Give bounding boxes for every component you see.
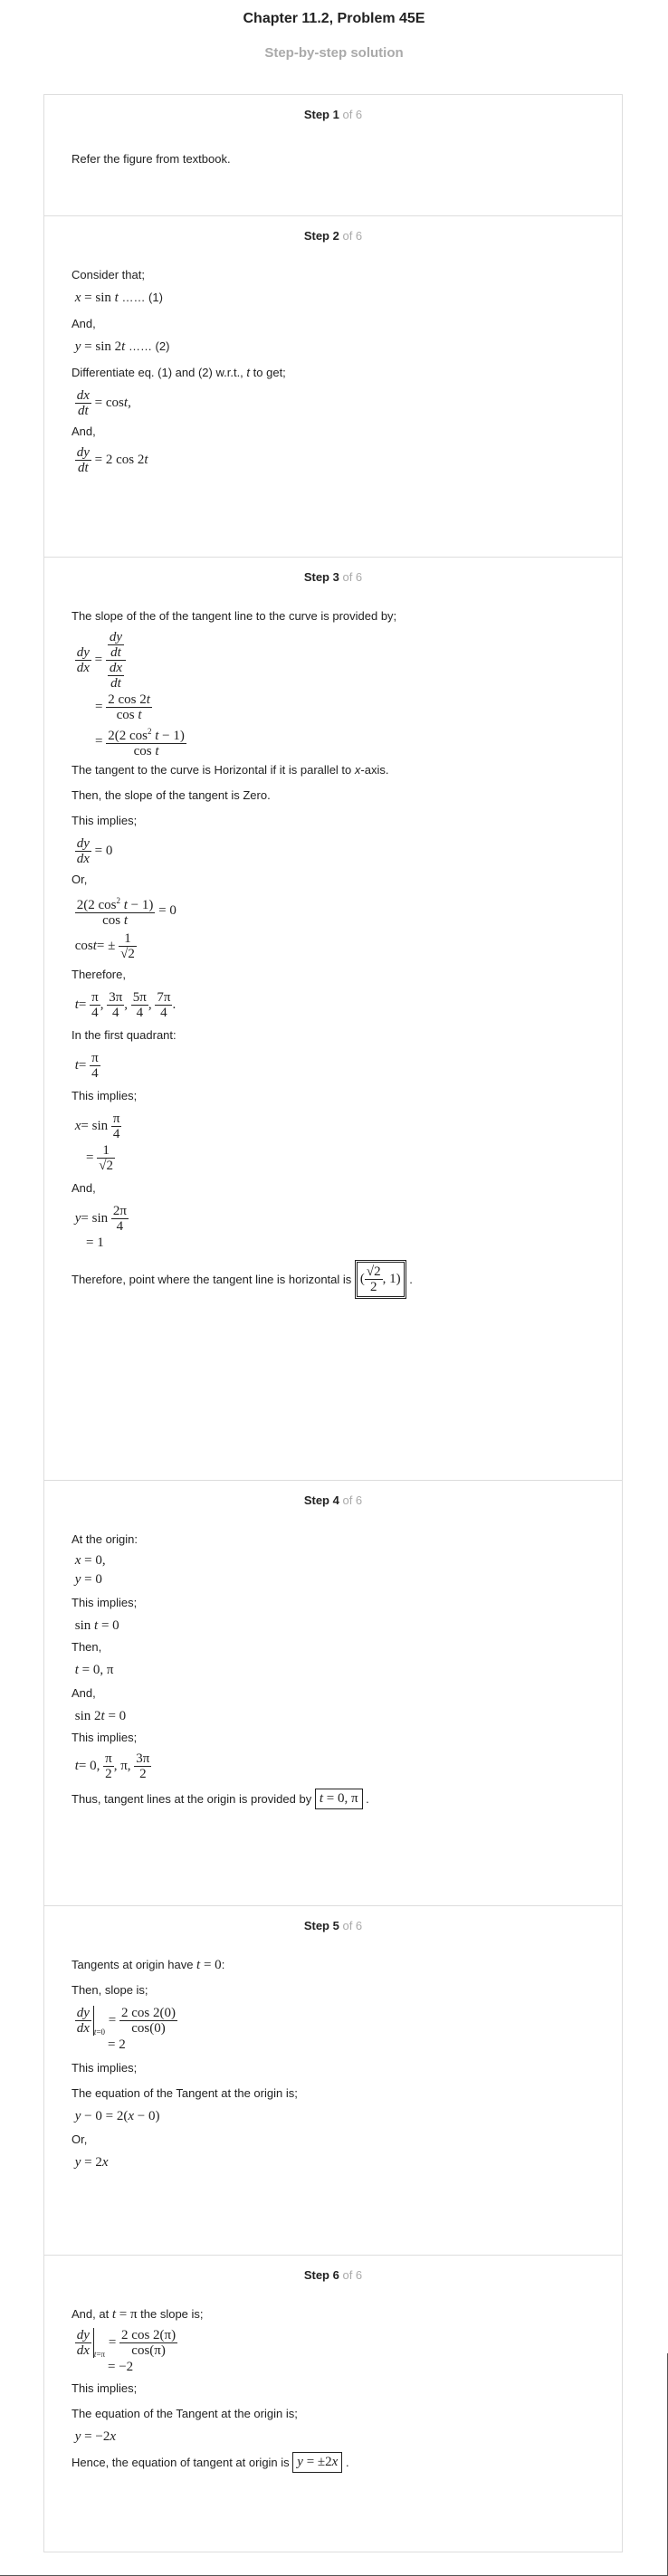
equation: $\frac{dy}{dt}$ = 2 cos 2 t <box>76 445 148 475</box>
step-heading: Step 6 of 6 <box>303 2268 363 2282</box>
page-title: Chapter 11.2, Problem 45E <box>243 11 425 26</box>
equation: $\frac{dx}{dt}$ = cos t , <box>76 388 131 418</box>
step-card-2: Step 2 of 6 Consider that; x = sin t …… (1) And, y = sin 2t …… (2) Differentiate eq. (1) and (2) w.r.t., t to get; $\frac{dx}{dt}$ = cos t , And, $\frac{dy}{dt}$ = 2 cos 2 t <box>43 216 623 558</box>
answer-box: y = ±2x <box>292 2452 342 2473</box>
equation: $\frac{2(2 \cos^2 t - 1)}{\text{cos t}}$ = 0 <box>76 896 177 928</box>
equation: = $\frac{1}{√2}$ <box>86 1143 113 1173</box>
equation: t = 0, $\frac{\pi}{2}$ , π, $\frac{3\pi}{2}$ <box>74 1751 150 1781</box>
step-card-4: Step 4 of 6 At the origin: x = 0, y = 0 This implies; sin t = 0 Then, t = 0, π And, sin 2t = 0 This implies; t = 0, $\frac{\pi}{2}$ , π, $\frac{3\pi}{2}$ Thus, tangent lines at the origin is provided by t = 0, π . <box>43 1481 623 1906</box>
equation: y = sin $\frac{2\pi}{4}$ <box>74 1204 127 1234</box>
equation: t = $\frac{\pi}{4}$ <box>74 1051 99 1081</box>
equation: y = sin 2t …… (2) <box>74 339 170 354</box>
equation: = −2 <box>108 2360 134 2374</box>
equation: $\frac{dy}{dx}$ t=π = $\frac{2 \cos 2(\pi)}{\cos(\pi)}$ <box>76 2328 177 2359</box>
step-card-6: Step 6 of 6 And, at t = π the slope is; $\frac{dy}{dx}$ t=π = $\frac{2 \cos 2(\pi)}{\cos(\pi)}$ = −2 This implies; The equation of the Tangent at the origin is; y = −2x Hence, the equation of tangent at origin is y = ±2x . <box>43 2256 623 2552</box>
step-heading: Step 5 of 6 <box>303 1919 363 1932</box>
step-heading: Step 4 of 6 <box>303 1493 363 1507</box>
equation: t = $\frac{\pi}{4}$ , $\frac{3\pi}{4}$ , $\frac{5\pi}{4}$ , $\frac{7\pi}{4}$ . <box>74 990 177 1020</box>
equation: sin 2t = 0 <box>72 1709 127 1723</box>
equation: y = −2x <box>74 2429 117 2444</box>
equation: t = 0, π <box>74 1663 114 1677</box>
answer-line: Thus, tangent lines at the origin is provided by t = 0, π . <box>72 1789 595 1809</box>
equation: = $\frac{2 \cos 2t}{\text{cos t}}$ <box>95 692 150 722</box>
equation: = 2 <box>108 2037 126 2052</box>
equation: x = sin $\frac{\pi}{4}$ <box>74 1111 120 1141</box>
page-header <box>0 0 668 63</box>
equation: = 1 <box>86 1236 104 1250</box>
step-heading: Step 2 of 6 <box>303 229 363 243</box>
answer-box: t = 0, π <box>315 1789 363 1809</box>
equation: cos t = ± $\frac{1}{√2}$ <box>72 931 135 961</box>
answer-line: Hence, the equation of tangent at origin is y = ±2x . <box>72 2452 595 2473</box>
answer-line: Therefore, point where the tangent line is horizontal is ( $\frac{√2}{2}$ , 1) . <box>72 1260 595 1299</box>
step-card-5: Step 5 of 6 Tangents at origin have t = 0: Then, slope is; $\frac{dy}{dx}$ t=0 = $\frac{2 \cos 2(0)}{\cos(0)}$ = 2 This implies; The equation of the Tangent at the origin is; y − 0 = 2(x − 0) Or, y = 2x <box>43 1906 623 2256</box>
equation: y − 0 = 2(x − 0) <box>74 2109 160 2123</box>
step-heading: Step 3 of 6 <box>303 570 363 584</box>
equation: x = 0, <box>74 1553 106 1568</box>
equation: = $\frac{2(2 \cos^2 t - 1)}{\text{cos t}}$ <box>95 727 185 758</box>
equation: $\frac{dy}{dx}$ t=0 = $\frac{2 \cos 2(0)}{\cos(0)}$ <box>76 2006 176 2037</box>
step-card-3: Step 3 of 6 The slope of the of the tangent line to the curve is provided by; $\frac{dy}{dx}$ = $\frac{\frac{dy}{dt}}{\frac{dx}{dt}}$ = $\frac{2 \cos 2t}{\text{cos t}}$ = $\frac{2(2 \cos^2 t - 1)}{\text{cos t}}$ The tangent to the curve is Horizontal if it is parallel to x-axis. Then, the slope of the tangent is Zero. This implies; $\frac{dy}{dx}$ = 0 Or, $\frac{2(2 \cos^2 t - 1)}{\text{cos t}}$ = 0 cos t = ± $\frac{1}{√2}$ Therefore, t = $\frac{\pi}{4}$ , $\frac{3\pi}{4}$ , $\frac{5\pi}{4}$ , $\frac{7\pi}{4}$ . In the first quadrant: t = $\frac{\pi}{4}$ This implies; x = sin $\frac{\pi}{4}$ = $\frac{1}{√2}$ And, y = sin $\frac{2\pi}{4}$ = 1 Therefore, point where the tangent line is horizontal is ( $\frac{√2}{2}$ , 1) . <box>43 558 623 1481</box>
step-card-1 <box>43 94 623 216</box>
step-text: Refer the figure from textbook. <box>72 152 231 166</box>
equation: $\frac{dy}{dx}$ = 0 <box>76 836 113 866</box>
equation: y = 0 <box>74 1572 102 1587</box>
step-heading: Step 1 of 6 <box>303 108 363 121</box>
answer-box: ( $\frac{√2}{2}$ , 1) <box>355 1260 406 1299</box>
equation: x = sin t …… (1) <box>74 291 163 305</box>
equation: y = 2x <box>74 2155 109 2170</box>
page-subtitle: Step-by-step solution <box>264 45 404 61</box>
equation: sin t = 0 <box>72 1618 119 1633</box>
equation: $\frac{dy}{dx}$ = $\frac{\frac{dy}{dt}}{\frac{dx}{dt}}$ <box>72 630 595 691</box>
